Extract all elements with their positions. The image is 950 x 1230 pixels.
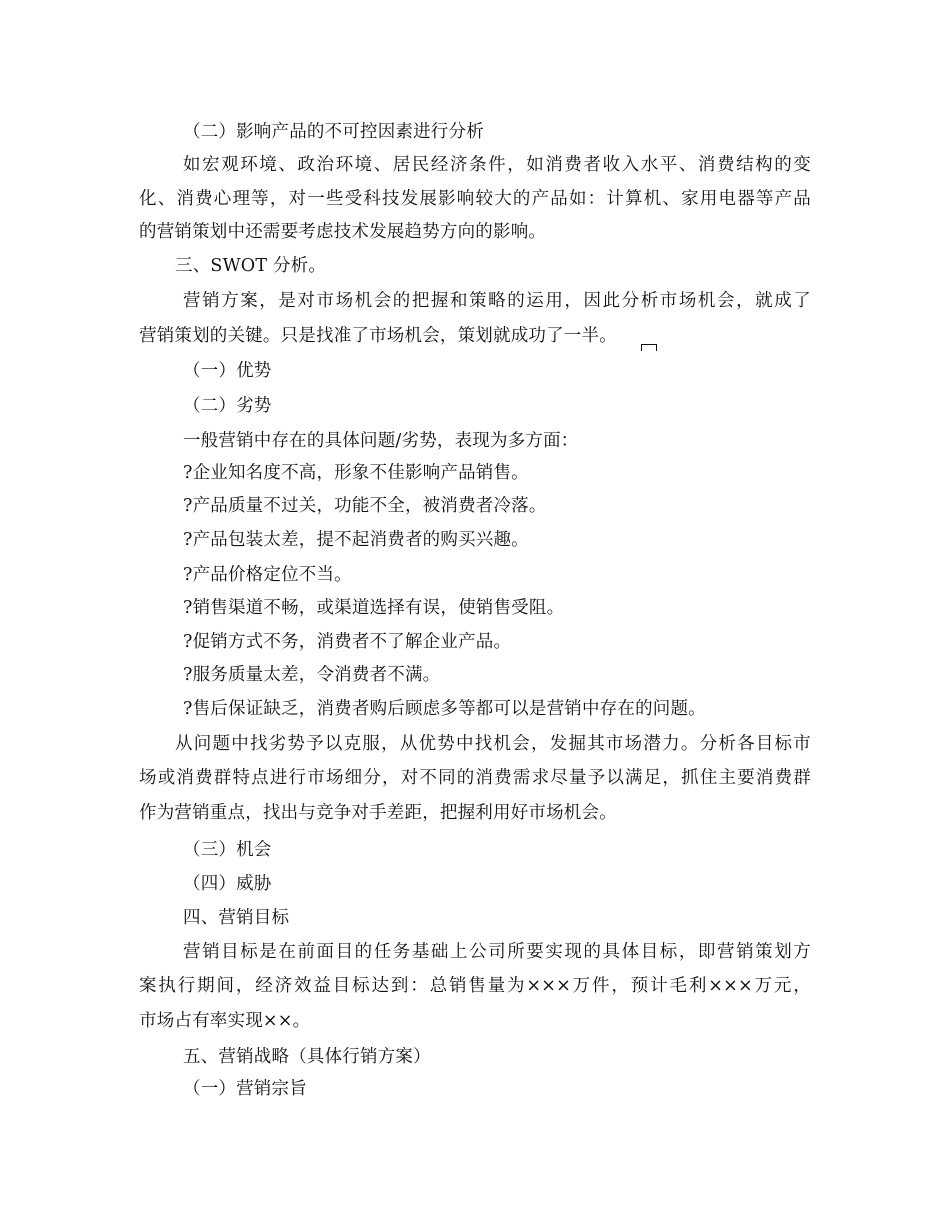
bracket-mark [641,344,657,351]
subheading-uncontrollable-factors: （二）影响产品的不可控因素进行分析 [183,122,484,142]
subheading-strengths: （一）优势 [183,361,272,381]
paragraph-line: 化、消费心理等，对一些受科技发展影响较大的产品如：计算机、家用电器等产品 [139,189,811,209]
list-item: ?产品质量不过关，功能不全，被消费者冷落。 [183,496,547,516]
list-item: ?企业知名度不高，形象不佳影响产品销售。 [183,463,529,483]
subheading-marketing-purpose: （一）营销宗旨 [183,1079,307,1099]
list-item: ?产品包装太差，提不起消费者的购买兴趣。 [183,530,529,550]
paragraph-line: 营销策划的关键。只是找准了市场机会，策划就成功了一半。 [139,326,617,346]
paragraph-line: 一般营销中存在的具体问题/劣势，表现为多方面： [183,431,579,451]
paragraph-line: 从问题中找劣势予以克服，从优势中找机会，发掘其市场潜力。分析各目标市 [175,734,811,754]
list-item: ?销售渠道不畅，或渠道选择有误，使销售受阻。 [183,598,565,618]
list-item: ?促销方式不务，消费者不了解企业产品。 [183,632,512,652]
list-item: ?服务质量太差，令消费者不满。 [183,665,441,685]
heading-swot-analysis: 三、SWOT 分析。 [175,256,327,276]
list-item: ?售后保证缺乏，消费者购后顾虑多等都可以是营销中存在的问题。 [183,699,706,719]
paragraph-line: 市场占有率实现××。 [139,1011,311,1031]
paragraph-line: 的营销策划中还需要考虑技术发展趋势方向的影响。 [139,222,547,242]
paragraph-line: 作为营销重点，找出与竞争对手差距，把握利用好市场机会。 [139,803,617,823]
heading-marketing-goals: 四、营销目标 [183,908,290,928]
paragraph-line: 如宏观环境、政治环境、居民经济条件，如消费者收入水平、消费结构的变 [183,155,811,175]
paragraph-line: 场或消费群特点进行市场细分，对不同的消费需求尽量予以满足，抓住主要消费群 [139,768,811,788]
list-item: ?产品价格定位不当。 [183,565,352,585]
paragraph-line: 案执行期间，经济效益目标达到：总销售量为×××万件，预计毛利×××万元， [139,976,811,996]
subheading-opportunities: （三）机会 [183,840,272,860]
subheading-weaknesses: （二）劣势 [183,396,272,416]
paragraph-line: 营销方案，是对市场机会的把握和策略的运用，因此分析市场机会，就成了 [183,291,811,311]
subheading-threats: （四）威胁 [183,874,272,894]
paragraph-line: 营销目标是在前面目的任务基础上公司所要实现的具体目标，即营销策划方 [183,942,811,962]
heading-marketing-strategy: 五、营销战略（具体行销方案） [183,1047,431,1067]
